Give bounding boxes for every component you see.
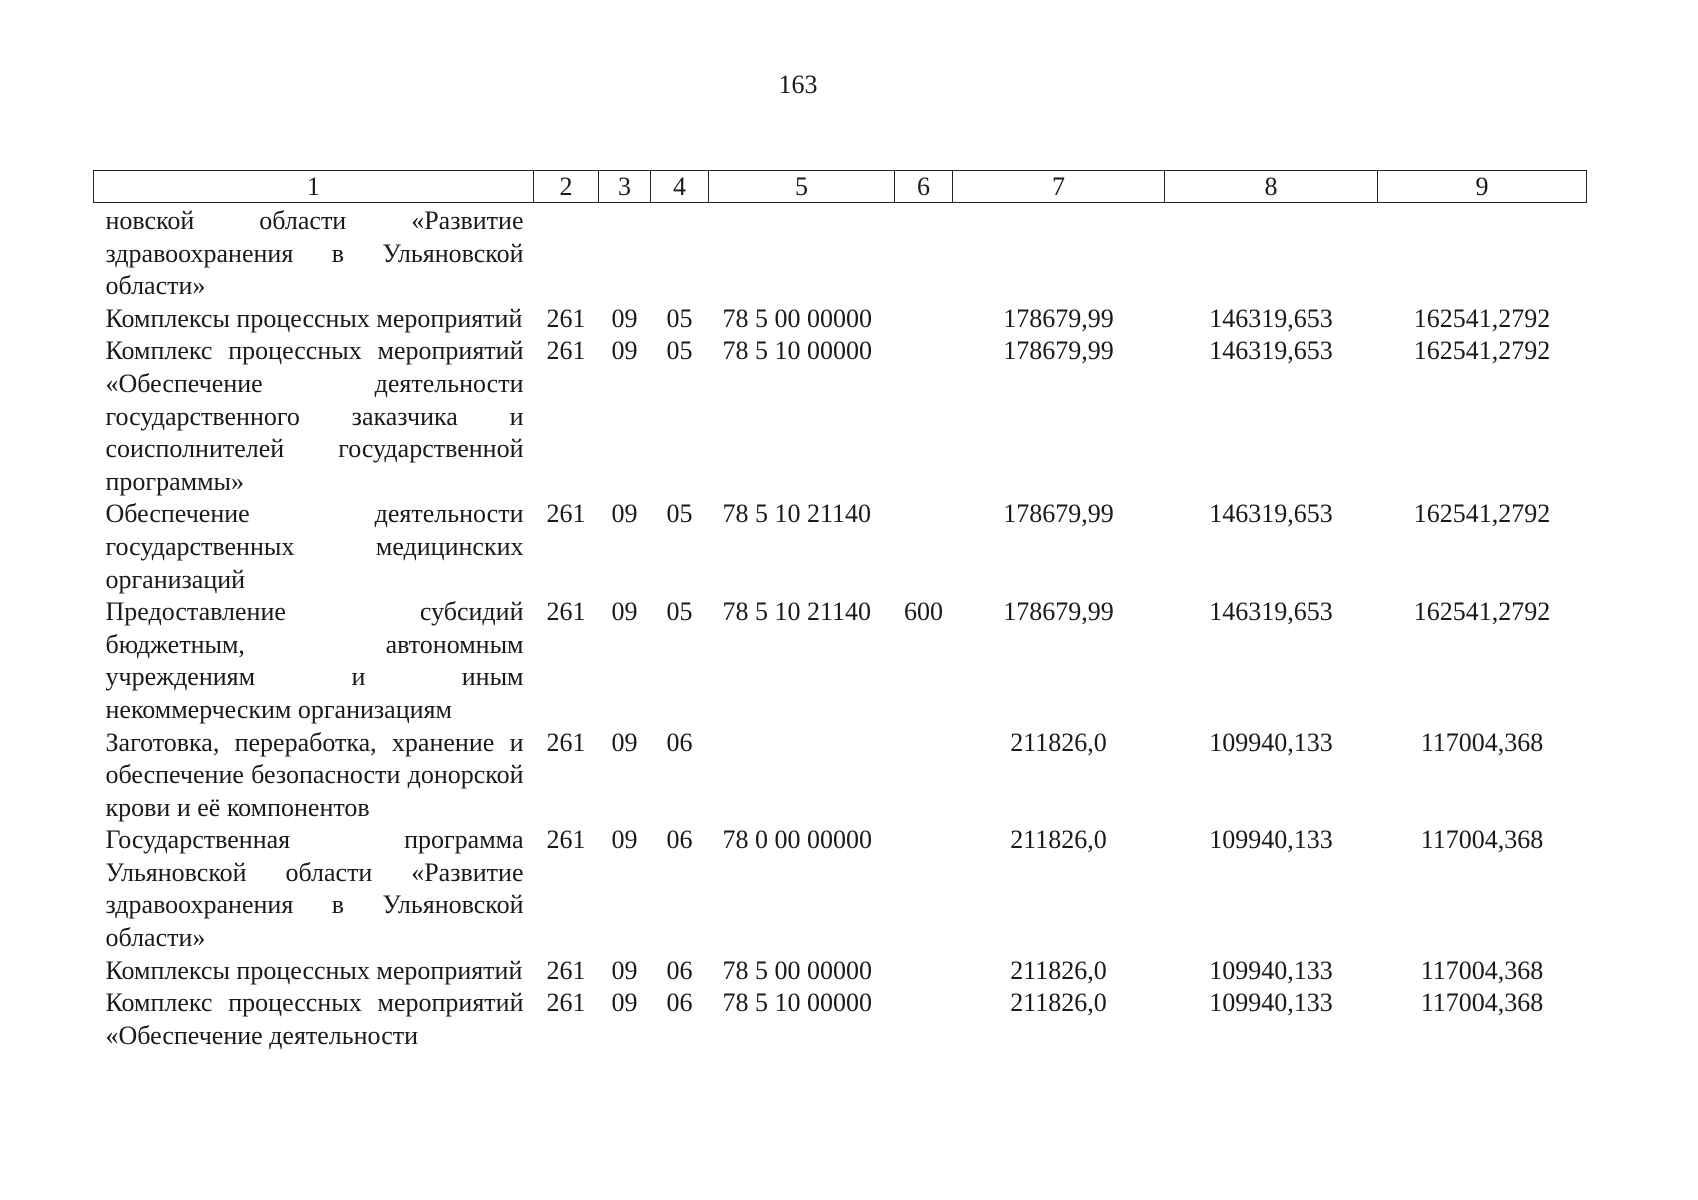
row-target-article: 78 5 00 00000 (722, 955, 872, 985)
row-subsection-code: 05 (666, 499, 693, 529)
row-expense-type (895, 727, 953, 825)
row-name: Государственная программа Ульяновской области «Развитие здравоохранения в Ульяновской области» (105, 825, 524, 953)
row-amount-col8: 146319,653 (1209, 336, 1333, 366)
header-col-3: 3 (599, 171, 651, 203)
row-subsection-code: 05 (666, 597, 693, 627)
row-name: Заготовка, переработка, хранение и обеспечение безопасности донорской крови и её компонентов (105, 727, 524, 822)
header-col-2: 2 (534, 171, 599, 203)
row-name: Комплексы процессных мероприятий (105, 955, 523, 985)
row-section-code: 09 (611, 825, 638, 855)
table-body (94, 203, 1587, 1053)
row-expense-type (895, 987, 953, 1052)
row-expense-type (895, 203, 953, 303)
row-section-code: 09 (611, 988, 638, 1018)
row-amount-col7: 178679,99 (1003, 499, 1114, 529)
row-amount-col7: 178679,99 (1003, 336, 1114, 366)
table-row (94, 335, 1587, 498)
header-col-9: 9 (1378, 171, 1587, 203)
row-ministry-code: 261 (546, 597, 586, 627)
row-subsection-code: 06 (666, 825, 693, 855)
header-col-1: 1 (94, 171, 534, 203)
table-row (94, 824, 1587, 954)
row-amount-col9: 162541,2792 (1413, 303, 1551, 333)
row-section-code: 09 (611, 499, 638, 529)
row-amount-col9: 162541,2792 (1413, 336, 1551, 366)
row-target-article: 78 5 00 00000 (722, 303, 872, 333)
header-row (94, 171, 1587, 203)
row-ministry-code (534, 203, 599, 303)
row-ministry-code: 261 (546, 988, 586, 1018)
table-row (94, 727, 1587, 825)
row-amount-col9: 117004,368 (1420, 955, 1544, 985)
row-expense-type (895, 824, 953, 954)
table-row (94, 498, 1587, 596)
row-amount-col8: 146319,653 (1209, 499, 1333, 529)
row-amount-col9: 117004,368 (1420, 988, 1544, 1018)
row-target-article (709, 203, 895, 303)
row-name: новской области «Развитие здравоохранения в Ульяновской области» (105, 206, 524, 301)
row-amount-col8: 146319,653 (1209, 597, 1333, 627)
row-ministry-code: 261 (546, 336, 586, 366)
header-col-6: 6 (895, 171, 953, 203)
row-amount-col7: 211826,0 (1010, 825, 1107, 855)
row-target-article: 78 5 10 00000 (722, 336, 872, 366)
row-amount-col8: 109940,133 (1209, 955, 1333, 985)
row-section-code: 09 (611, 727, 638, 757)
row-amount-col8: 146319,653 (1209, 303, 1333, 333)
page-number-text: 163 (778, 70, 818, 99)
row-subsection-code: 05 (666, 303, 693, 333)
row-target-article: 78 5 10 21140 (722, 597, 872, 627)
row-amount-col8: 109940,133 (1209, 727, 1333, 757)
row-section-code: 09 (611, 955, 638, 985)
page-number (0, 70, 1698, 100)
row-amount-col7 (953, 203, 1165, 303)
row-section-code: 09 (611, 597, 638, 627)
row-ministry-code: 261 (546, 727, 586, 757)
row-subsection-code: 06 (666, 727, 693, 757)
row-subsection-code: 06 (666, 988, 693, 1018)
header-col-7: 7 (953, 171, 1165, 203)
header-col-8: 8 (1165, 171, 1378, 203)
row-amount-col7: 211826,0 (1010, 988, 1107, 1018)
table-row (94, 203, 1587, 303)
table-header (94, 171, 1587, 203)
row-amount-col8 (1165, 203, 1378, 303)
header-col-4: 4 (651, 171, 709, 203)
row-amount-col8: 109940,133 (1209, 825, 1333, 855)
row-amount-col9: 117004,368 (1420, 825, 1544, 855)
row-target-article: 78 5 10 21140 (722, 499, 872, 529)
header-col-5: 5 (709, 171, 895, 203)
row-amount-col9 (1378, 203, 1587, 303)
row-name: Предоставление субсидий бюджетным, автономным учреждениям и иным некоммерческим организациям (105, 597, 524, 724)
row-target-article: 78 5 10 00000 (722, 988, 872, 1018)
row-section-code: 09 (611, 336, 638, 366)
row-name: Обеспечение деятельности государственных медицинских организаций (105, 499, 524, 594)
table-row (94, 303, 1587, 336)
table-row (94, 955, 1587, 988)
row-amount-col9: 162541,2792 (1413, 597, 1551, 627)
row-name: Комплексы процессных мероприятий (105, 303, 523, 333)
row-amount-col8: 109940,133 (1209, 988, 1333, 1018)
row-ministry-code: 261 (546, 303, 586, 333)
row-target-article: 78 0 00 00000 (722, 825, 872, 855)
row-amount-col7: 211826,0 (1010, 955, 1107, 985)
row-expense-type (895, 498, 953, 596)
row-ministry-code: 261 (546, 499, 586, 529)
row-target-article (709, 727, 895, 825)
row-expense-type (895, 303, 953, 336)
budget-table (93, 170, 1587, 1052)
row-expense-type (895, 335, 953, 498)
table-row (94, 987, 1587, 1052)
row-ministry-code: 261 (546, 955, 586, 985)
row-amount-col7: 178679,99 (1003, 597, 1114, 627)
row-section-code: 09 (611, 303, 638, 333)
table-row (94, 596, 1587, 726)
row-amount-col9: 117004,368 (1420, 727, 1544, 757)
row-section-code (599, 203, 651, 303)
row-amount-col9: 162541,2792 (1413, 499, 1551, 529)
row-ministry-code: 261 (546, 825, 586, 855)
row-subsection-code: 06 (666, 955, 693, 985)
row-amount-col7: 178679,99 (1003, 303, 1114, 333)
row-expense-type (895, 955, 953, 988)
row-name: Комплекс процессных мероприятий «Обеспечение деятельности (105, 988, 524, 1050)
row-name: Комплекс процессных мероприятий «Обеспечение деятельности государственного заказчика и соисполнителей государственной программы» (105, 336, 524, 496)
row-subsection-code (651, 203, 709, 303)
row-subsection-code: 05 (666, 336, 693, 366)
row-amount-col7: 211826,0 (1010, 727, 1107, 757)
row-expense-type: 600 (904, 597, 943, 627)
